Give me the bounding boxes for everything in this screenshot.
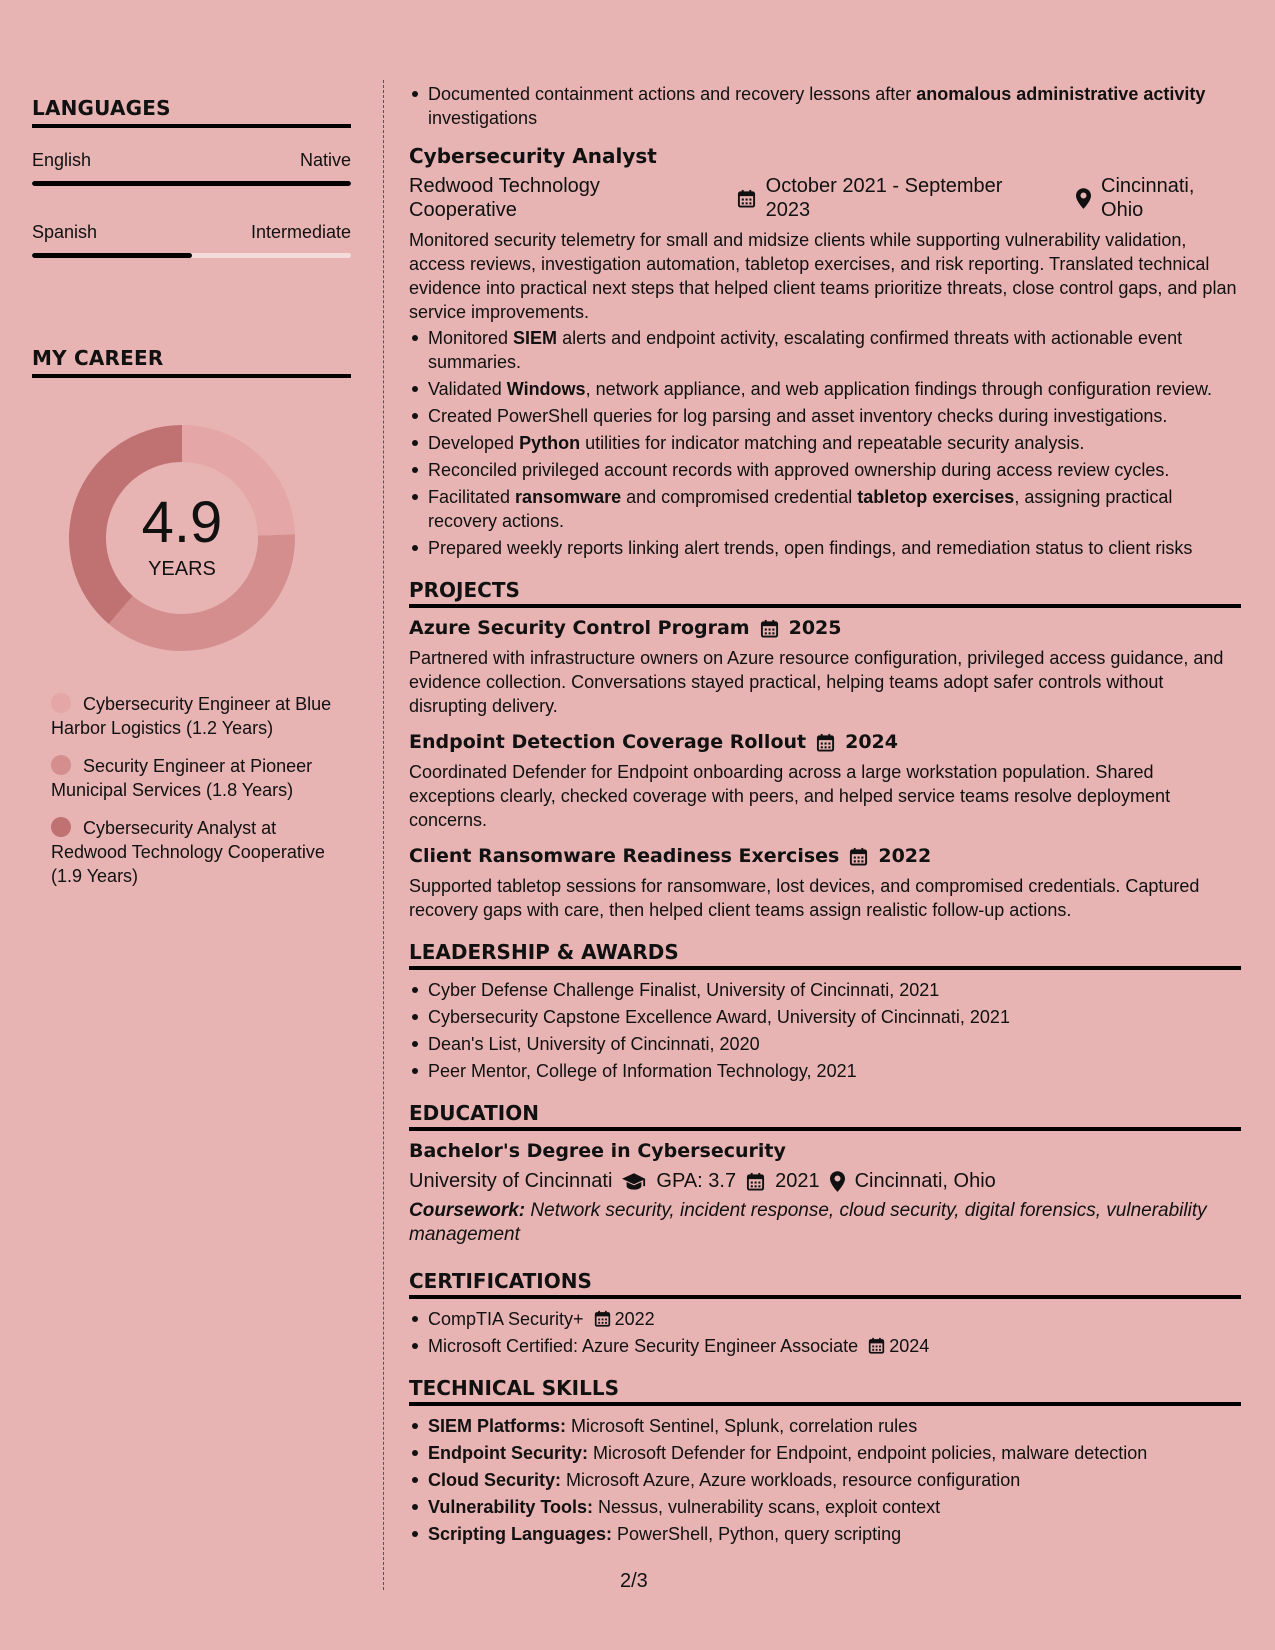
list-item: Monitored SIEM alerts and endpoint activity, escalating confirmed threats with actionable event summaries. [409,326,1241,374]
project-item [409,730,1241,832]
school-name: University of Cincinnati [409,1170,613,1192]
list-item: SIEM Platforms: Microsoft Sentinel, Splunk, correlation rules [409,1414,1241,1438]
calendar-icon [737,189,756,208]
calendar-icon [594,1310,611,1327]
language-item [32,222,351,258]
job-dates: October 2021 - September 2023 [765,175,1003,221]
legend-item [51,816,351,888]
language-proficiency-bar [32,253,351,258]
page-number: 2/3 [620,1570,648,1592]
list-item: Prepared weekly reports linking alert trends, open findings, and remediation status to client risks [409,536,1241,560]
language-level: Native [299,150,351,170]
legend-dot [51,817,71,837]
job-meta [409,174,1241,222]
education-location: Cincinnati, Ohio [854,1170,996,1192]
list-item: Peer Mentor, College of Information Technology, 2021 [409,1059,1241,1083]
job-bullets [409,326,1241,560]
calendar-icon [746,1172,765,1191]
project-item [409,616,1241,718]
awards-list [409,978,1241,1083]
list-item: Cybersecurity Capstone Excellence Award, University of Cincinnati, 2021 [409,1005,1241,1029]
job-company: Redwood Technology Cooperative [409,175,600,221]
legend-dot [51,755,71,775]
list-item: CompTIA Security+ 2022 [409,1307,1241,1331]
legend-dot [51,693,71,713]
job-summary: Monitored security telemetry for small and midsize clients while supporting vulnerability validation, access reviews, investigation automation, tabletop exercises, and risk reporting. Translated technical evidence into practical next steps that helped client teams prioritize threats, close control gaps, and plan service improvements. [409,230,1237,322]
list-item: Cloud Security: Microsoft Azure, Azure workloads, resource configuration [409,1468,1241,1492]
career-total: 4.9 [141,490,223,555]
project-desc: Partnered with infrastructure owners on Azure resource configuration, privileged access guidance, and evidence collection. Conversations stayed practical, helping teams adopt safer controls without disrupting delivery. [409,648,1224,716]
list-item: Scripting Languages: PowerShell, Python, query scripting [409,1522,1241,1546]
location-pin-icon [830,1171,845,1192]
project-desc: Coordinated Defender for Endpoint onboarding across a large workstation population. Shared exceptions clearly, checked coverage with peers, and helped service teams resolve deployment concerns. [409,762,1171,830]
legend-label: Cybersecurity Engineer at Blue Harbor Logistics (1.2 Years) [51,694,332,738]
languages-heading: LANGUAGES [32,80,351,128]
list-item: Developed Python utilities for indicator matching and repeatable security analysis. [409,431,1241,455]
list-item: Facilitated ransomware and compromised credential tabletop exercises, assigning practical recovery actions. [409,485,1241,533]
calendar-icon [849,847,868,866]
location-pin-icon [1076,188,1091,209]
project-title: Azure Security Control Program [409,617,750,639]
list-item: Endpoint Security: Microsoft Defender for Endpoint, endpoint policies, malware detection [409,1441,1241,1465]
list-item: Documented containment actions and recovery lessons after anomalous administrative activity investigations [409,82,1241,130]
skills-heading: TECHNICAL SKILLS [409,1376,1241,1406]
education-meta [409,1169,1241,1193]
sidebar [32,80,351,902]
project-desc: Supported tabletop sessions for ransomware, lost devices, and compromised credentials. Captured recovery gaps with care, then helped client teams assign realistic follow-up actions. [409,876,1200,920]
project-item [409,844,1241,922]
career-donut-chart [62,418,302,658]
main-content [409,80,1241,1549]
career-legend [32,692,351,888]
legend-item [51,692,351,740]
language-item [32,150,351,186]
calendar-icon [868,1337,885,1354]
column-divider [383,80,384,1590]
language-level: Intermediate [250,222,351,242]
legend-item [51,754,351,802]
awards-heading: LEADERSHIP & AWARDS [409,940,1241,970]
calendar-icon [816,733,835,752]
gpa: GPA: 3.7 [656,1170,737,1192]
list-item: Validated Windows, network appliance, and web application findings through configuration review. [409,377,1241,401]
list-item: Microsoft Certified: Azure Security Engineer Associate 2024 [409,1334,1241,1358]
graduation-cap-icon [622,1172,646,1191]
language-proficiency-bar [32,181,351,186]
career-unit: YEARS [148,558,216,580]
job-title: Cybersecurity Analyst [409,144,657,168]
project-title: Endpoint Detection Coverage Rollout [409,731,807,753]
degree-title: Bachelor's Degree in Cybersecurity [409,1140,786,1162]
legend-label: Security Engineer at Pioneer Municipal Services (1.8 Years) [51,756,313,800]
project-year: 2022 [878,845,932,867]
skills-list [409,1414,1241,1546]
certifications-heading: CERTIFICATIONS [409,1269,1241,1299]
prior-job-bullets [409,82,1241,130]
education-heading: EDUCATION [409,1101,1241,1131]
career-heading: MY CAREER [32,330,351,378]
list-item: Cyber Defense Challenge Finalist, University of Cincinnati, 2021 [409,978,1241,1002]
calendar-icon [760,619,779,638]
language-name: Spanish [32,222,98,242]
coursework: Coursework: Network security, incident response, cloud security, digital forensics, vulnerability management [409,1200,1207,1245]
list-item: Created PowerShell queries for log parsing and asset inventory checks during investigations. [409,404,1241,428]
project-year: 2025 [788,617,842,639]
list-item: Dean's List, University of Cincinnati, 2020 [409,1032,1241,1056]
projects-heading: PROJECTS [409,578,1241,608]
job-location: Cincinnati, Ohio [1101,175,1195,221]
certifications-list [409,1307,1241,1358]
list-item: Vulnerability Tools: Nessus, vulnerability scans, exploit context [409,1495,1241,1519]
project-title: Client Ransomware Readiness Exercises [409,845,840,867]
language-name: English [32,150,92,170]
project-year: 2024 [845,731,898,753]
list-item: Reconciled privileged account records with approved ownership during access review cycles. [409,458,1241,482]
legend-label: Cybersecurity Analyst at Redwood Technology Cooperative (1.9 Years) [51,818,325,886]
education-year: 2021 [775,1170,820,1192]
